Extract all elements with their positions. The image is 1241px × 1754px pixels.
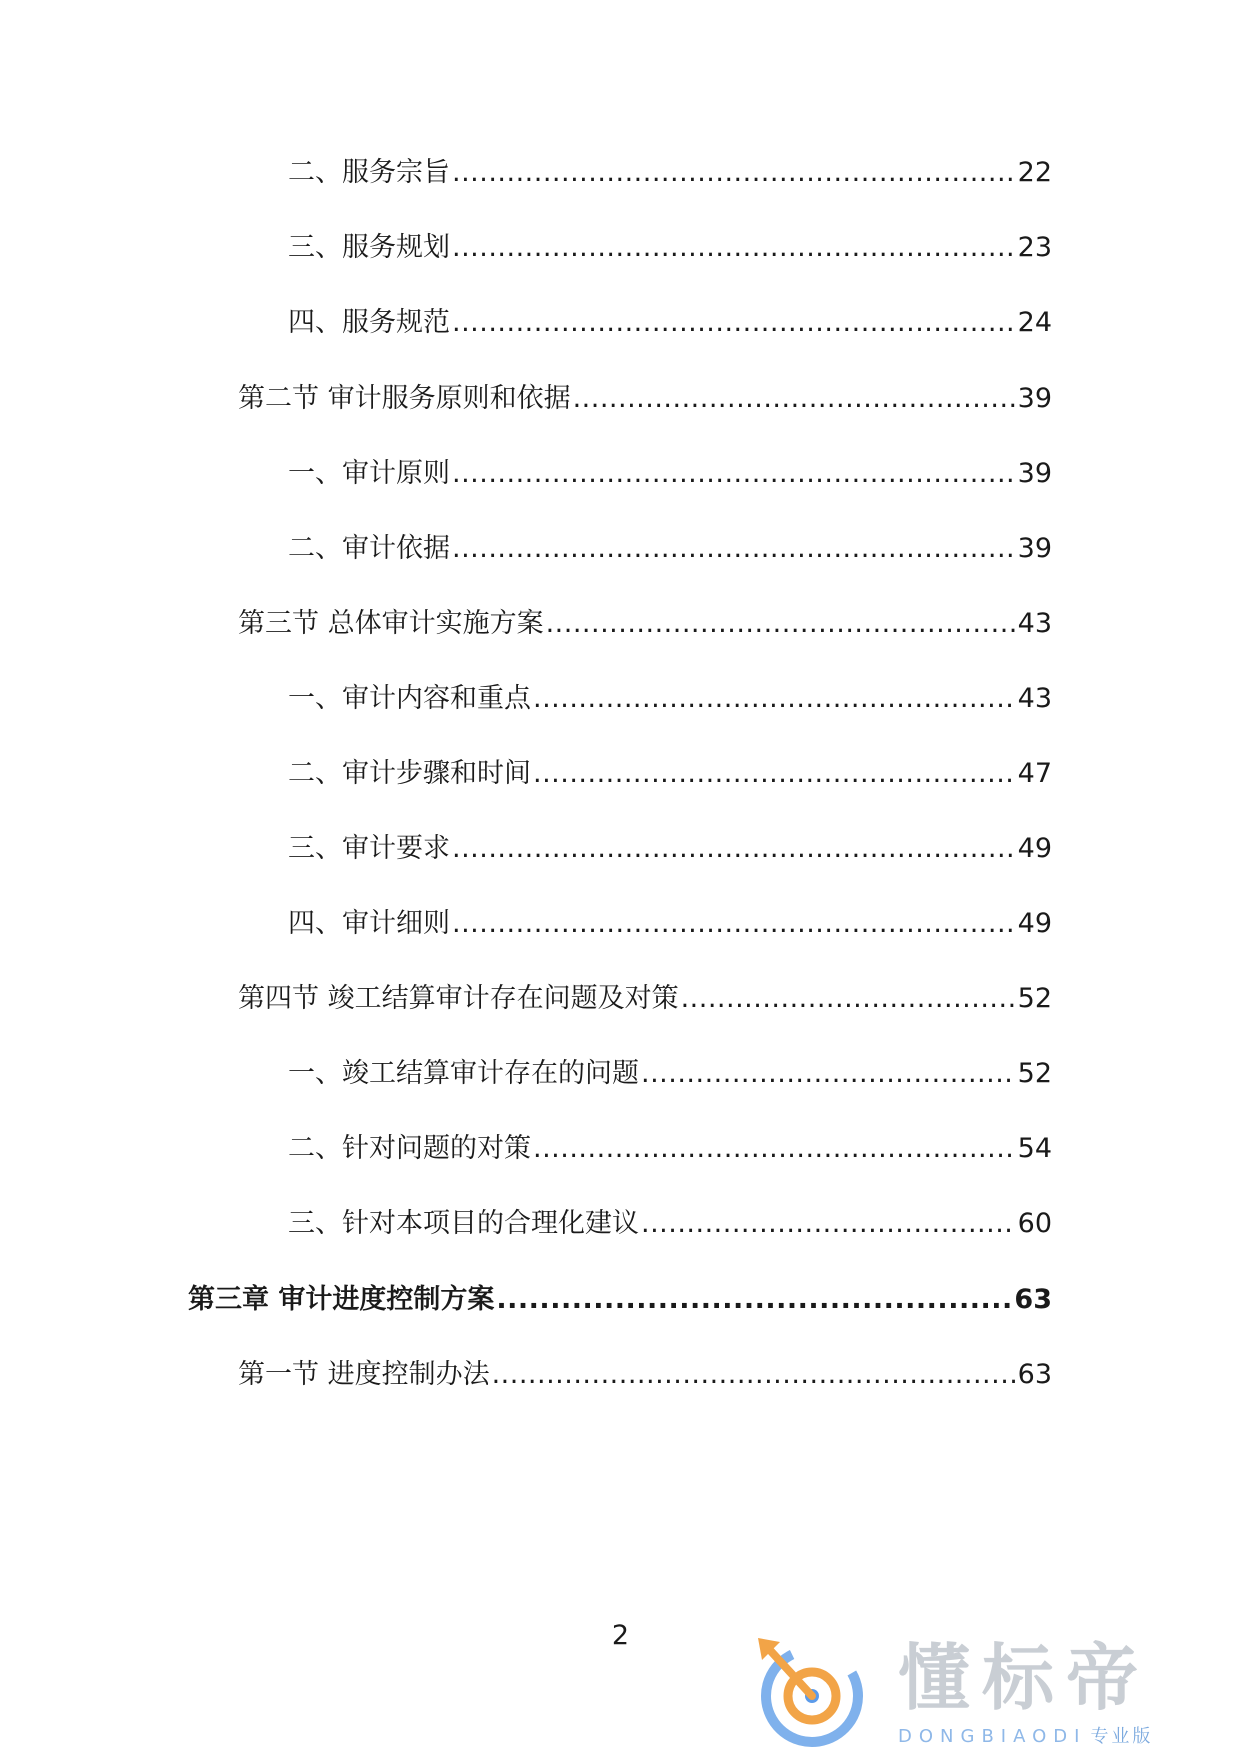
toc-entry-title: 四、服务规范	[288, 307, 450, 338]
toc-entry[interactable]	[288, 156, 1052, 190]
toc-entry-page: 63	[1014, 1284, 1052, 1315]
toc-leader-dots	[452, 156, 1016, 190]
toc-entry-page: 22	[1017, 157, 1052, 188]
toc-entry[interactable]	[288, 1132, 1052, 1166]
toc-entry-title: 第四节 竣工结算审计存在问题及对策	[238, 983, 679, 1014]
toc-entry-title: 第三章 审计进度控制方案	[188, 1284, 495, 1315]
toc-entry-title: 四、审计细则	[288, 908, 450, 939]
watermark-brand-en: DONGBIAODI	[898, 1726, 1087, 1747]
toc-entry-page: 43	[1017, 608, 1052, 639]
toc-leader-dots	[452, 231, 1016, 265]
watermark-edition: 专业版	[1090, 1726, 1154, 1747]
toc-leader-dots	[452, 306, 1016, 340]
toc-entry-page: 43	[1017, 683, 1052, 714]
target-arrow-icon	[750, 1630, 870, 1750]
toc-entry[interactable]	[288, 457, 1052, 491]
toc-leader-dots	[496, 1283, 1012, 1317]
page-number: 2	[611, 1620, 630, 1651]
toc-entry-title: 二、针对问题的对策	[288, 1133, 531, 1164]
toc-leader-dots	[533, 682, 1016, 716]
toc-entry-page: 49	[1017, 833, 1052, 864]
watermark-brand-name: 懂标帝	[898, 1636, 1151, 1720]
toc-entry[interactable]	[288, 306, 1052, 340]
toc-leader-dots	[533, 1132, 1016, 1166]
toc-entry-title: 第一节 进度控制办法	[238, 1359, 490, 1390]
toc-entry[interactable]	[288, 757, 1052, 791]
toc-entry-page: 24	[1017, 307, 1052, 338]
toc-entry-page: 52	[1017, 983, 1052, 1014]
toc-leader-dots	[546, 607, 1016, 641]
toc-leader-dots	[533, 757, 1016, 791]
toc-entry-page: 60	[1017, 1208, 1052, 1239]
toc-entry[interactable]	[288, 231, 1052, 265]
toc-entry[interactable]	[238, 607, 1052, 641]
toc-leader-dots	[681, 982, 1016, 1016]
toc-entry-page: 39	[1017, 458, 1052, 489]
toc-entry-title: 三、针对本项目的合理化建议	[288, 1208, 639, 1239]
toc-entry[interactable]	[288, 1207, 1052, 1241]
toc-leader-dots	[641, 1057, 1016, 1091]
toc-leader-dots	[452, 907, 1016, 941]
toc-entry[interactable]	[238, 1358, 1052, 1392]
toc-entry-title: 二、审计依据	[288, 533, 450, 564]
toc-entry[interactable]	[238, 382, 1052, 416]
toc-entry-page: 47	[1017, 758, 1052, 789]
watermark-subtitle	[898, 1722, 1153, 1748]
toc-entry-title: 一、审计原则	[288, 458, 450, 489]
toc-entry-page: 49	[1017, 908, 1052, 939]
toc-leader-dots	[452, 457, 1016, 491]
toc-entry-page: 63	[1017, 1359, 1052, 1390]
toc-entry-title: 三、审计要求	[288, 833, 450, 864]
toc-entry-title: 一、竣工结算审计存在的问题	[288, 1058, 639, 1089]
toc-entry-page: 39	[1017, 383, 1052, 414]
toc-leader-dots	[492, 1358, 1016, 1392]
toc-entry-title: 第二节 审计服务原则和依据	[238, 383, 571, 414]
toc-entry[interactable]	[288, 907, 1052, 941]
toc-entry[interactable]	[288, 1057, 1052, 1091]
toc-entry-title: 三、服务规划	[288, 232, 450, 263]
toc-entry-page: 52	[1017, 1058, 1052, 1089]
toc-entry-page: 54	[1017, 1133, 1052, 1164]
toc-entry[interactable]	[188, 1283, 1052, 1317]
toc-leader-dots	[452, 532, 1016, 566]
toc-leader-dots	[452, 832, 1016, 866]
toc-entry-title: 一、审计内容和重点	[288, 683, 531, 714]
toc-entry-title: 二、审计步骤和时间	[288, 758, 531, 789]
toc-entry[interactable]	[288, 832, 1052, 866]
toc-entry-title: 第三节 总体审计实施方案	[238, 608, 544, 639]
toc-entry[interactable]	[288, 532, 1052, 566]
toc-leader-dots	[573, 382, 1016, 416]
watermark	[740, 1630, 1220, 1750]
toc-entry[interactable]	[288, 682, 1052, 716]
toc-entry[interactable]	[238, 982, 1052, 1016]
toc-leader-dots	[641, 1207, 1016, 1241]
toc-entry-page: 23	[1017, 232, 1052, 263]
toc-entry-page: 39	[1017, 533, 1052, 564]
toc-entry-title: 二、服务宗旨	[288, 157, 450, 188]
